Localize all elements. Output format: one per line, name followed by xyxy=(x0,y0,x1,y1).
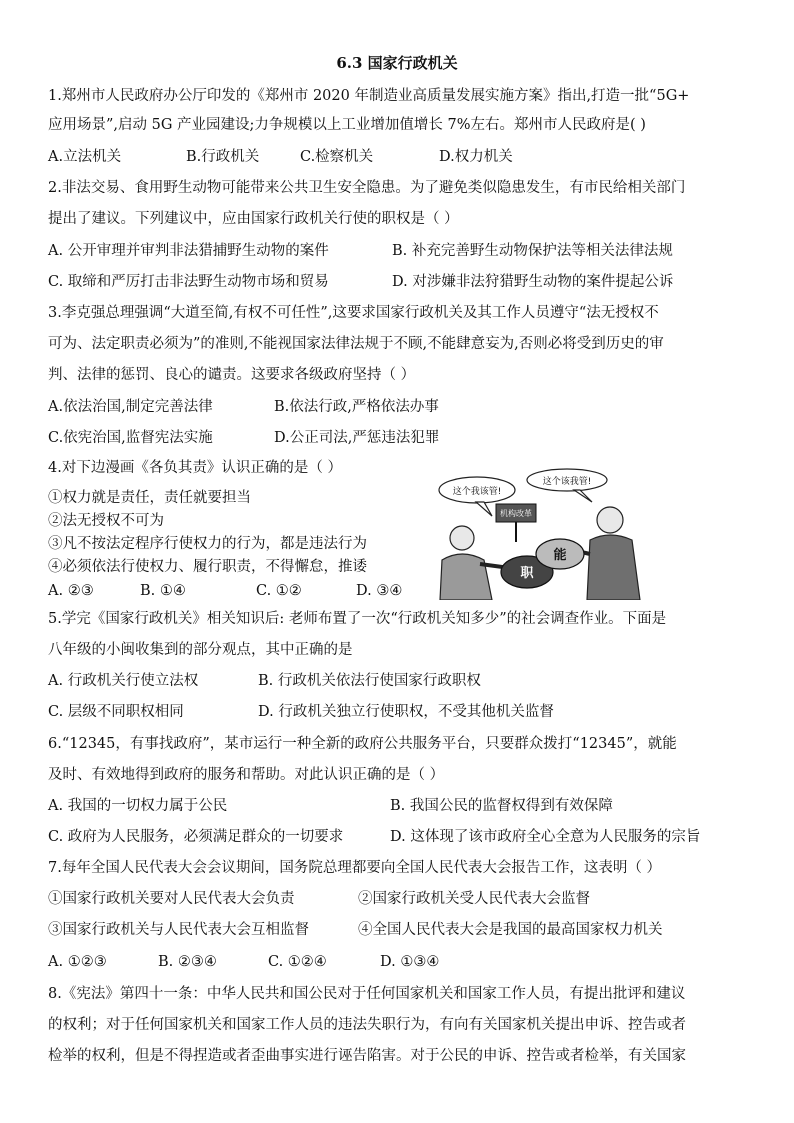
q2-stem-line-2: 提出了建议。下列建议中，应由国家行政机关行使的职权是（ ） xyxy=(48,211,459,227)
q6-option-c[interactable]: C. 政府为人民服务，必须满足群众的一切要求 xyxy=(48,829,344,845)
q3-option-c[interactable]: C.依宪治国,监督宪法实施 xyxy=(48,430,213,446)
q4-option-d[interactable]: D. ③④ xyxy=(356,583,403,599)
sign-text: 机构改革 xyxy=(500,509,532,518)
q8-stem-line-1: 8.《宪法》第四十一条：中华人民共和国公民对于任何国家机关和国家工作人员，有提出批评和建议 xyxy=(48,986,686,1002)
q3-stem-line-3: 判、法律的惩罚、良心的谴责。这要求各级政府坚持（ ） xyxy=(48,367,416,383)
q7-item-3: ③国家行政机关与人民代表大会互相监督 xyxy=(48,922,309,938)
left-disc-char: 职 xyxy=(520,566,534,581)
q4-item-2: ②法无授权不可为 xyxy=(48,513,164,529)
q1-option-b[interactable]: B.行政机关 xyxy=(186,149,260,165)
q1-stem-line-1: 1.郑州市人民政府办公厅印发的《郑州市 2020 年制造业高质量发展实施方案》指出,打造一批“5G+ xyxy=(48,88,690,104)
left-figure xyxy=(440,526,510,600)
q6-option-d[interactable]: D. 这体现了该市政府全心全意为人民服务的宗旨 xyxy=(390,829,701,845)
q2-stem-line-1: 2.非法交易、食用野生动物可能带来公共卫生安全隐患。为了避免类似隐患发生，有市民给相关部门 xyxy=(48,180,686,196)
q3-stem-line-1: 3.李克强总理强调“大道至简,有权不可任性”,这要求国家行政机关及其工作人员遵守“法无授权不 xyxy=(48,305,659,321)
q1-option-c[interactable]: C.检察机关 xyxy=(300,149,374,165)
q2-option-b[interactable]: B. 补充完善野生动物保护法等相关法律法规 xyxy=(392,243,673,259)
q3-option-b[interactable]: B.依法行政,严格依法办事 xyxy=(274,399,439,415)
q2-option-c[interactable]: C. 取缔和严厉打击非法野生动物市场和贸易 xyxy=(48,274,329,290)
q1-option-d[interactable]: D.权力机关 xyxy=(439,149,513,165)
q4-option-b[interactable]: B. ①④ xyxy=(140,583,186,599)
q5-option-a[interactable]: A. 行政机关行使立法权 xyxy=(48,673,199,689)
right-disc xyxy=(536,539,584,569)
q5-stem-line-2: 八年级的小闽收集到的部分观点，其中正确的是 xyxy=(48,642,353,658)
q7-option-b[interactable]: B. ②③④ xyxy=(158,954,217,970)
q8-stem-line-2: 的权利；对于任何国家机关和国家工作人员的违法失职行为，有向有关国家机关提出申诉、控告或者 xyxy=(48,1017,686,1033)
q7-item-2: ②国家行政机关受人民代表大会监督 xyxy=(358,891,590,907)
q4-stem: 4.对下边漫画《各负其责》认识正确的是（ ） xyxy=(48,460,342,476)
q5-option-c[interactable]: C. 层级不同职权相同 xyxy=(48,704,184,720)
q5-stem-line-1: 5.学完《国家行政机关》相关知识后: 老师布置了一次“行政机关知多少”的社会调查作业。下面是 xyxy=(48,611,667,627)
page-title: 6.3 国家行政机关 xyxy=(336,54,458,72)
q4-item-1: ①权力就是责任，责任就要担当 xyxy=(48,490,251,506)
right-bubble-text: 这个该我管! xyxy=(542,477,592,487)
left-bubble-text: 这个我该管! xyxy=(452,487,502,497)
q1-option-a[interactable]: A.立法机关 xyxy=(48,149,122,165)
q5-option-d[interactable]: D. 行政机关独立行使职权，不受其他机关监督 xyxy=(258,704,554,720)
q6-stem-line-1: 6.“12345，有事找政府”，某市运行一种全新的政府公共服务平台，只要群众拨打“12345”，就能 xyxy=(48,736,677,752)
q2-option-a[interactable]: A. 公开审理并审判非法猎捕野生动物的案件 xyxy=(48,243,329,259)
q1-stem-line-2: 应用场景”,启动 5G 产业园建设;力争规模以上工业增加值增长 7%左右。郑州市人民政府是( ) xyxy=(48,117,646,133)
q6-stem-line-2: 及时、有效地得到政府的服务和帮助。对此认识正确的是（ ） xyxy=(48,767,445,783)
right-speech-bubble xyxy=(527,469,607,502)
q6-option-a[interactable]: A. 我国的一切权力属于公民 xyxy=(48,798,228,814)
q3-stem-line-2: 可为、法定职责必须为”的准则,不能视国家法律法规于不顾,不能肆意妄为,否则必将受到历史的审 xyxy=(48,336,664,352)
q7-option-c[interactable]: C. ①②④ xyxy=(268,954,327,970)
cartoon-illustration xyxy=(432,468,752,600)
q4-option-c[interactable]: C. ①② xyxy=(256,583,302,599)
q4-item-4: ④必须依法行使权力、履行职责，不得懈怠，推诿 xyxy=(48,559,367,575)
q7-item-4: ④全国人民代表大会是我国的最高国家权力机关 xyxy=(358,922,663,938)
q4-option-a[interactable]: A. ②③ xyxy=(48,583,94,599)
q7-option-a[interactable]: A. ①②③ xyxy=(48,954,107,970)
q4-item-3: ③凡不按法定程序行使权力的行为，都是违法行为 xyxy=(48,536,367,552)
right-disc-char: 能 xyxy=(553,548,567,563)
q5-option-b[interactable]: B. 行政机关依法行使国家行政职权 xyxy=(258,673,481,689)
q3-option-a[interactable]: A.依法治国,制定完善法律 xyxy=(48,399,213,415)
reform-sign xyxy=(496,504,536,542)
q3-option-d[interactable]: D.公正司法,严惩违法犯罪 xyxy=(274,430,440,446)
q2-option-d[interactable]: D. 对涉嫌非法狩猎野生动物的案件提起公诉 xyxy=(392,274,674,290)
q7-item-1: ①国家行政机关要对人民代表大会负责 xyxy=(48,891,295,907)
q7-option-d[interactable]: D. ①③④ xyxy=(380,954,440,970)
q8-stem-line-3: 检举的权利，但是不得捏造或者歪曲事实进行诬告陷害。对于公民的申诉、控告或者检举，有关国家 xyxy=(48,1048,686,1064)
q6-option-b[interactable]: B. 我国公民的监督权得到有效保障 xyxy=(390,798,613,814)
q7-stem: 7.每年全国人民代表大会会议期间，国务院总理都要向全国人民代表大会报告工作，这表明（ ） xyxy=(48,860,661,876)
